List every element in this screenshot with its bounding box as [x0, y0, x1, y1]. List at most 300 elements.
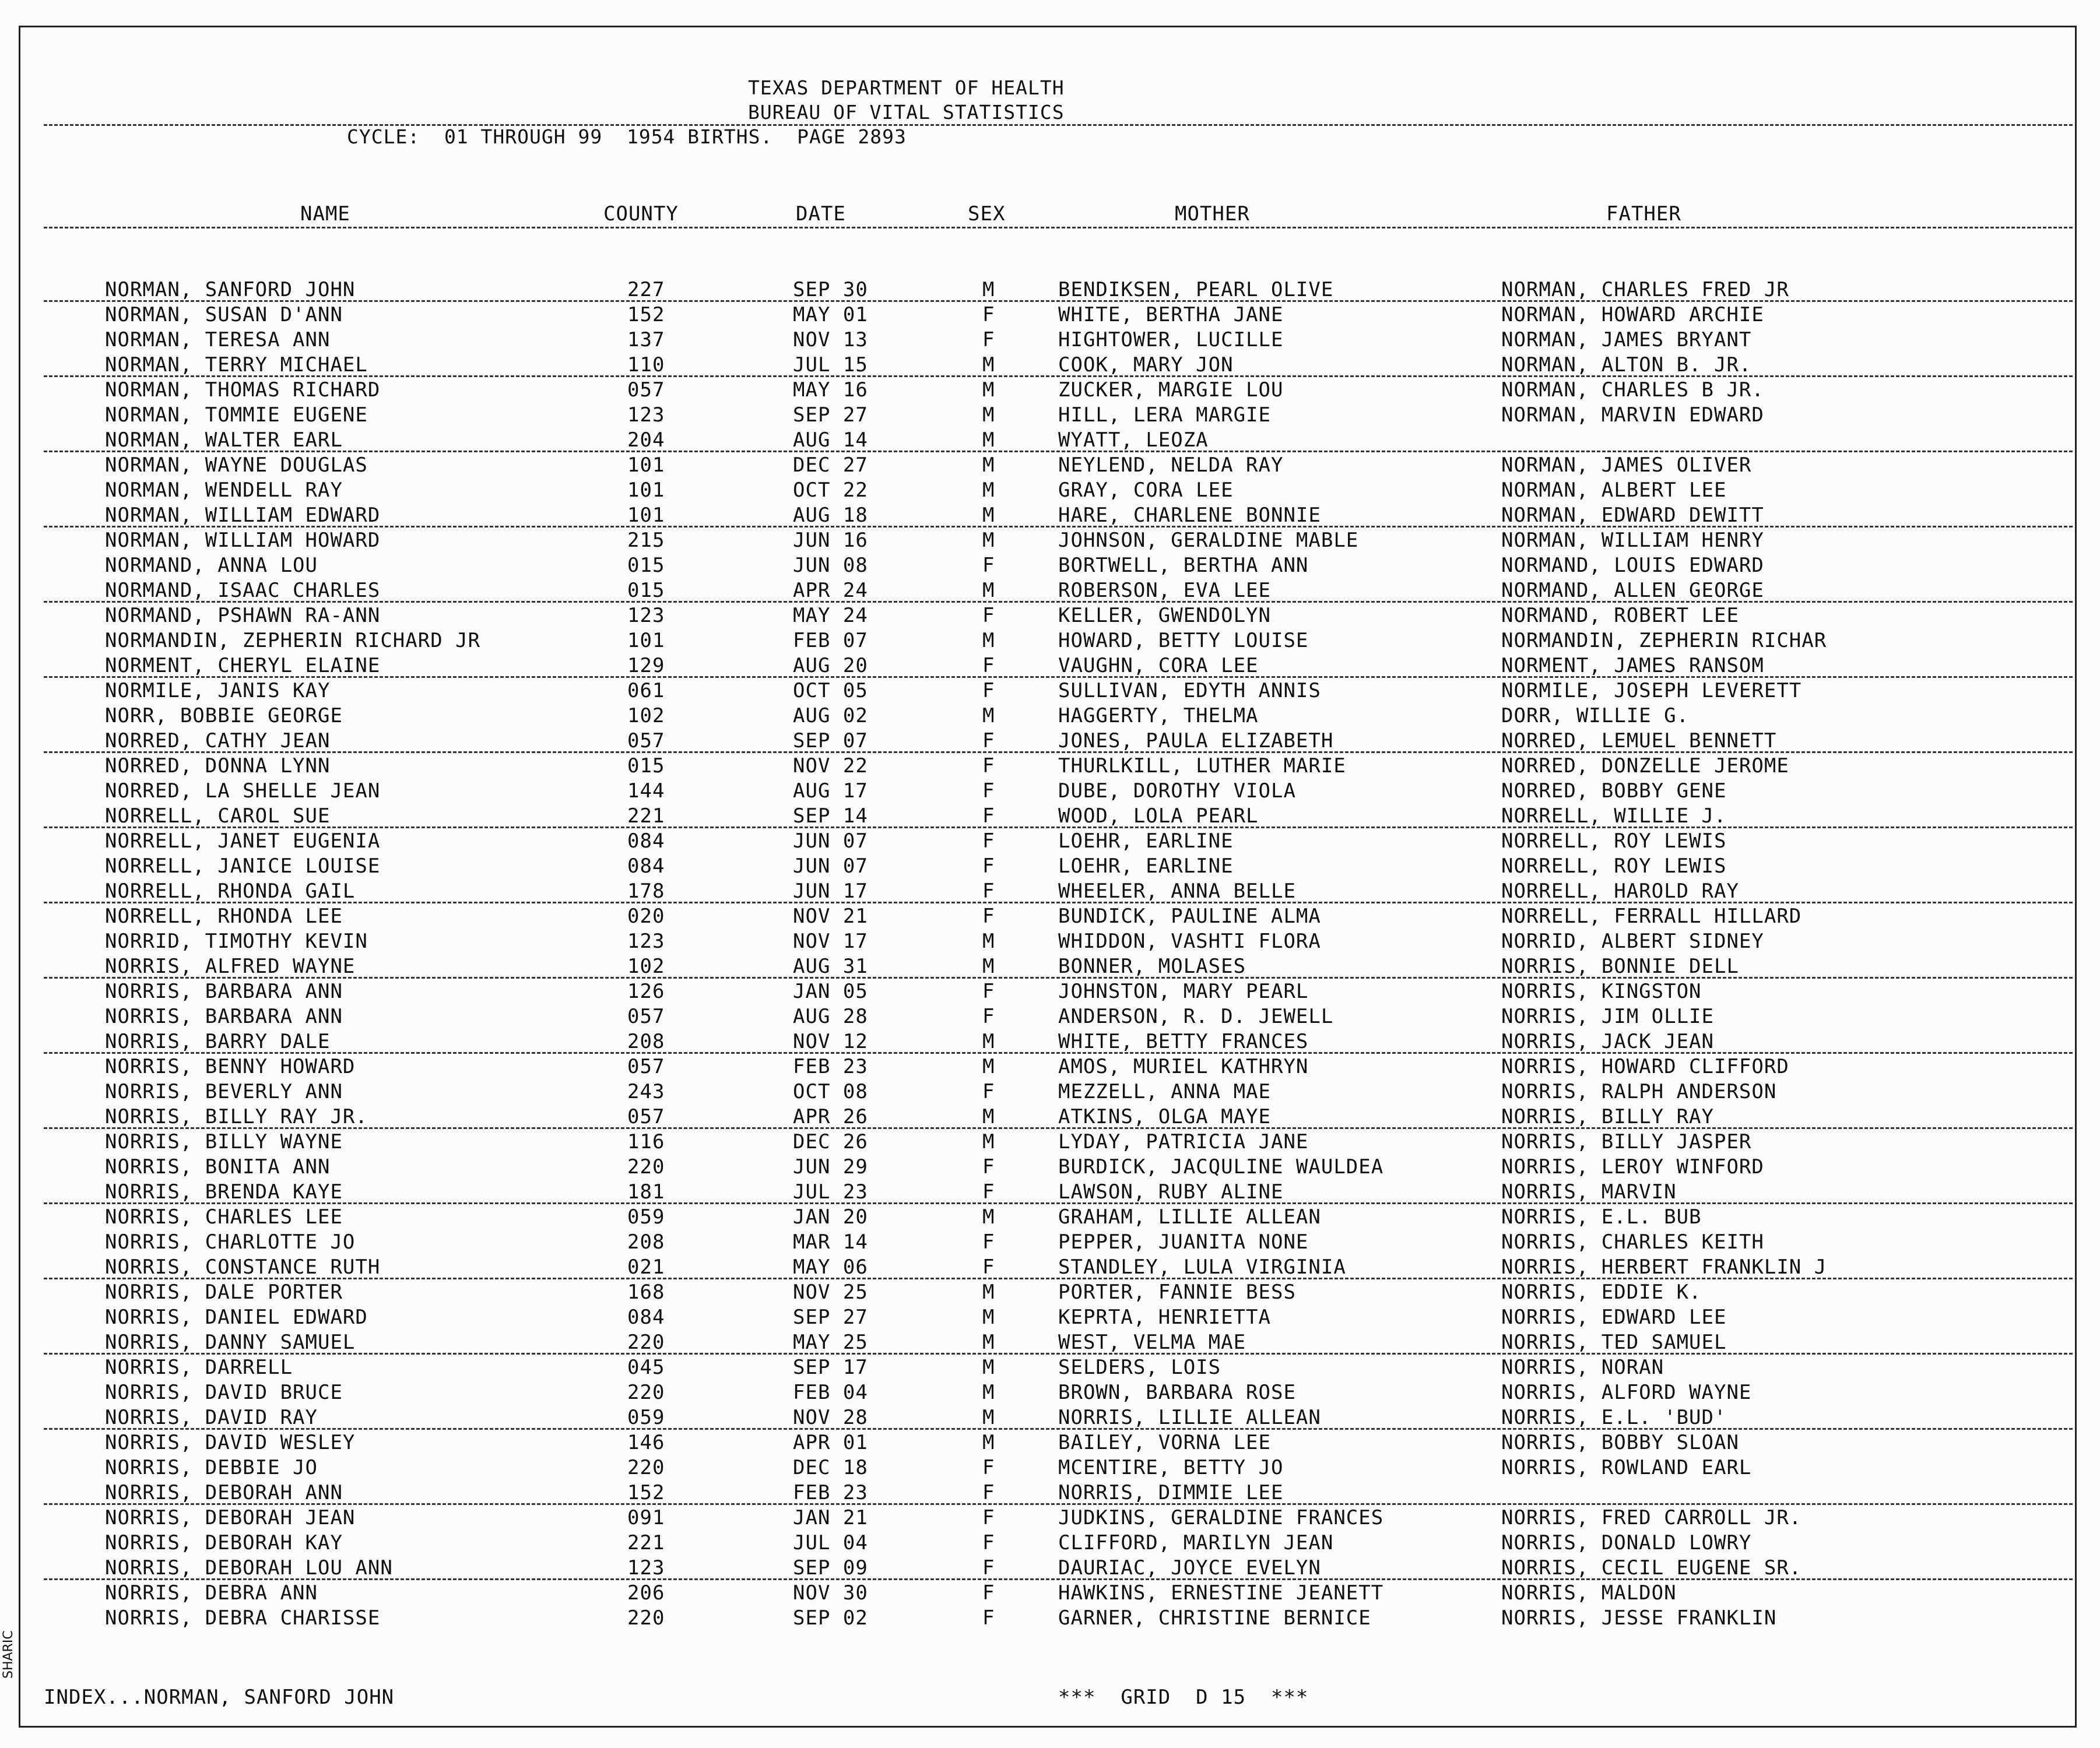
- cell-mother: HARE, CHARLENE BONNIE: [1058, 504, 1321, 527]
- cell-county: 101: [627, 453, 665, 477]
- cell-father: NORMAND, ALLEN GEORGE: [1501, 579, 1764, 602]
- cell-name: NORRIS, DARRELL: [105, 1356, 293, 1379]
- cell-father: NORMAND, LOUIS EDWARD: [1501, 554, 1764, 577]
- table-row: [20, 1581, 2075, 1606]
- cell-sex: F: [982, 554, 995, 577]
- row-separator: [44, 300, 2073, 302]
- table-row: [20, 1406, 2075, 1431]
- cell-sex: M: [982, 529, 995, 552]
- cell-mother: MCENTIRE, BETTY JO: [1058, 1456, 1284, 1479]
- cell-name: NORRED, LA SHELLE JEAN: [105, 779, 381, 803]
- cell-name: NORMAN, WILLIAM HOWARD: [105, 529, 381, 552]
- table-row: [20, 779, 2075, 804]
- header-line-2: BUREAU OF VITAL STATISTICS: [748, 101, 1065, 124]
- cell-father: NORMAN, ALTON B. JR.: [1501, 353, 1752, 377]
- cell-sex: F: [982, 779, 995, 803]
- cell-county: 123: [627, 604, 665, 627]
- cell-mother: BUNDICK, PAULINE ALMA: [1058, 905, 1321, 928]
- table-row: [20, 353, 2075, 378]
- cell-mother: JUDKINS, GERALDINE FRANCES: [1058, 1506, 1384, 1529]
- cell-county: 215: [627, 529, 665, 552]
- cell-name: NORMAN, WENDELL RAY: [105, 479, 343, 502]
- table-row: [20, 1055, 2075, 1080]
- table-row: [20, 554, 2075, 579]
- cell-mother: LOEHR, EARLINE: [1058, 829, 1234, 853]
- cell-name: NORMAN, WAYNE DOUGLAS: [105, 453, 368, 477]
- table-row: [20, 729, 2075, 754]
- row-separator: [44, 1503, 2073, 1505]
- cell-date: MAY 25: [793, 1331, 868, 1354]
- cell-mother: SULLIVAN, EDYTH ANNIS: [1058, 679, 1321, 702]
- table-row: [20, 403, 2075, 428]
- table-row: [20, 1306, 2075, 1331]
- cell-name: NORRIS, DAVID WESLEY: [105, 1431, 356, 1454]
- cell-date: JAN 20: [793, 1205, 868, 1229]
- table-row: [20, 453, 2075, 479]
- cell-county: 015: [627, 579, 665, 602]
- cell-name: NORRIS, CHARLES LEE: [105, 1205, 343, 1229]
- cell-mother: JOHNSON, GERALDINE MABLE: [1058, 529, 1359, 552]
- cell-father: NORRIS, NORAN: [1501, 1356, 1664, 1379]
- table-row: [20, 1506, 2075, 1531]
- cell-name: NORR, BOBBIE GEORGE: [105, 704, 343, 727]
- cell-sex: M: [982, 930, 995, 953]
- cell-mother: SELDERS, LOIS: [1058, 1356, 1221, 1379]
- cell-name: NORRED, CATHY JEAN: [105, 729, 331, 752]
- cell-father: NORMAN, WILLIAM HENRY: [1501, 529, 1764, 552]
- cell-sex: F: [982, 303, 995, 326]
- cell-county: 057: [627, 1055, 665, 1078]
- cell-mother: GRAY, CORA LEE: [1058, 479, 1234, 502]
- cell-father: NORRIS, EDDIE K.: [1501, 1281, 1702, 1304]
- cell-father: NORRIS, JACK JEAN: [1501, 1030, 1714, 1053]
- cell-name: NORRIS, DEBORAH KAY: [105, 1531, 343, 1554]
- cell-mother: BORTWELL, BERTHA ANN: [1058, 554, 1309, 577]
- cell-name: NORRIS, CONSTANCE RUTH: [105, 1255, 381, 1279]
- cell-date: OCT 22: [793, 479, 868, 502]
- cell-county: 057: [627, 729, 665, 752]
- cell-mother: NORRIS, LILLIE ALLEAN: [1058, 1406, 1321, 1429]
- cell-sex: F: [982, 1481, 995, 1504]
- table-row: [20, 754, 2075, 779]
- cell-date: DEC 18: [793, 1456, 868, 1479]
- cell-father: NORRELL, WILLIE J.: [1501, 804, 1727, 828]
- cell-date: NOV 28: [793, 1406, 868, 1429]
- cell-county: 061: [627, 679, 665, 702]
- table-row: [20, 1080, 2075, 1105]
- cell-father: NORMANDIN, ZEPHERIN RICHAR: [1501, 629, 1827, 652]
- cell-sex: M: [982, 428, 995, 452]
- cell-father: NORRIS, KINGSTON: [1501, 980, 1702, 1003]
- cell-mother: HAWKINS, ERNESTINE JEANETT: [1058, 1581, 1384, 1605]
- cell-date: APR 01: [793, 1431, 868, 1454]
- cell-name: NORRID, TIMOTHY KEVIN: [105, 930, 368, 953]
- cell-mother: BENDIKSEN, PEARL OLIVE: [1058, 278, 1334, 301]
- cell-name: NORMAN, SANFORD JOHN: [105, 278, 356, 301]
- cell-county: 221: [627, 1531, 665, 1554]
- cell-father: NORMAN, CHARLES B JR.: [1501, 378, 1764, 402]
- cell-sex: F: [982, 1180, 995, 1204]
- cell-county: 243: [627, 1080, 665, 1103]
- cell-sex: F: [982, 754, 995, 778]
- cell-name: NORMAN, TOMMIE EUGENE: [105, 403, 368, 427]
- cell-date: JAN 05: [793, 980, 868, 1003]
- cell-sex: F: [982, 328, 995, 351]
- cell-father: NORRIS, ALFORD WAYNE: [1501, 1381, 1752, 1404]
- cell-county: 220: [627, 1606, 665, 1630]
- cell-father: NORMAND, ROBERT LEE: [1501, 604, 1739, 627]
- table-row: [20, 804, 2075, 829]
- cell-name: NORRIS, BARRY DALE: [105, 1030, 331, 1053]
- cell-date: JUN 08: [793, 554, 868, 577]
- cell-mother: AMOS, MURIEL KATHRYN: [1058, 1055, 1309, 1078]
- cell-father: NORRIS, ROWLAND EARL: [1501, 1456, 1752, 1479]
- table-row: [20, 1456, 2075, 1481]
- cell-date: SEP 02: [793, 1606, 868, 1630]
- cell-county: 123: [627, 930, 665, 953]
- cell-mother: ATKINS, OLGA MAYE: [1058, 1105, 1271, 1128]
- cell-father: NORMILE, JOSEPH LEVERETT: [1501, 679, 1802, 702]
- cell-county: 152: [627, 1481, 665, 1504]
- row-separator: [44, 1202, 2073, 1204]
- cell-sex: M: [982, 453, 995, 477]
- cell-date: SEP 27: [793, 1306, 868, 1329]
- cell-mother: WYATT, LEOZA: [1058, 428, 1209, 452]
- cell-county: 057: [627, 1005, 665, 1028]
- table-row: [20, 654, 2075, 679]
- table-row: [20, 479, 2075, 504]
- row-separator: [44, 1052, 2073, 1054]
- cell-county: 220: [627, 1381, 665, 1404]
- cell-name: NORRELL, RHONDA LEE: [105, 905, 343, 928]
- cell-mother: KEPRTA, HENRIETTA: [1058, 1306, 1271, 1329]
- cell-sex: M: [982, 1205, 995, 1229]
- table-row: [20, 1030, 2075, 1055]
- cell-name: NORRED, DONNA LYNN: [105, 754, 331, 778]
- cell-father: NORRELL, FERRALL HILLARD: [1501, 905, 1802, 928]
- cell-mother: HILL, LERA MARGIE: [1058, 403, 1271, 427]
- cell-mother: HIGHTOWER, LUCILLE: [1058, 328, 1284, 351]
- row-separator: [44, 375, 2073, 377]
- cell-date: JUN 07: [793, 854, 868, 878]
- cell-county: 057: [627, 378, 665, 402]
- cell-name: NORMAND, PSHAWN RA-ANN: [105, 604, 381, 627]
- cell-county: 204: [627, 428, 665, 452]
- cell-sex: F: [982, 1606, 995, 1630]
- cell-date: MAY 24: [793, 604, 868, 627]
- cell-father: NORRIS, JIM OLLIE: [1501, 1005, 1714, 1028]
- cell-county: 220: [627, 1331, 665, 1354]
- cell-sex: F: [982, 1005, 995, 1028]
- cell-date: AUG 02: [793, 704, 868, 727]
- cell-sex: M: [982, 1431, 995, 1454]
- cell-sex: M: [982, 955, 995, 978]
- cell-sex: F: [982, 1155, 995, 1179]
- cell-name: NORRIS, DAVID RAY: [105, 1406, 318, 1429]
- cell-county: 101: [627, 479, 665, 502]
- cell-date: NOV 30: [793, 1581, 868, 1605]
- cell-name: NORRIS, BILLY WAYNE: [105, 1130, 343, 1153]
- cell-date: SEP 09: [793, 1556, 868, 1580]
- cell-sex: F: [982, 880, 995, 903]
- cell-name: NORRIS, DEBRA ANN: [105, 1581, 318, 1605]
- cell-name: NORMANDIN, ZEPHERIN RICHARD JR: [105, 629, 481, 652]
- cell-county: 227: [627, 278, 665, 301]
- table-row: [20, 1431, 2075, 1456]
- cell-sex: F: [982, 804, 995, 828]
- cell-county: 144: [627, 779, 665, 803]
- cell-mother: BAILEY, VORNA LEE: [1058, 1431, 1271, 1454]
- col-header-mother: MOTHER: [1175, 202, 1250, 226]
- cell-mother: DAURIAC, JOYCE EVELYN: [1058, 1556, 1321, 1580]
- cell-mother: GRAHAM, LILLIE ALLEAN: [1058, 1205, 1321, 1229]
- cell-county: 045: [627, 1356, 665, 1379]
- row-separator: [44, 526, 2073, 527]
- table-row: [20, 629, 2075, 654]
- cell-sex: F: [982, 1080, 995, 1103]
- cell-county: 091: [627, 1506, 665, 1529]
- column-header-rule: [44, 227, 2073, 228]
- table-row: [20, 1255, 2075, 1281]
- cell-date: AUG 28: [793, 1005, 868, 1028]
- cell-sex: M: [982, 1381, 995, 1404]
- cell-mother: ZUCKER, MARGIE LOU: [1058, 378, 1284, 402]
- cell-mother: MEZZELL, ANNA MAE: [1058, 1080, 1271, 1103]
- cell-sex: F: [982, 829, 995, 853]
- cell-date: JUN 07: [793, 829, 868, 853]
- cell-father: NORRED, DONZELLE JEROME: [1501, 754, 1789, 778]
- cell-date: SEP 07: [793, 729, 868, 752]
- cell-sex: F: [982, 604, 995, 627]
- cell-sex: M: [982, 1030, 995, 1053]
- cell-sex: F: [982, 1506, 995, 1529]
- cell-father: NORRID, ALBERT SIDNEY: [1501, 930, 1764, 953]
- table-row: [20, 1230, 2075, 1255]
- cell-father: NORRED, BOBBY GENE: [1501, 779, 1727, 803]
- cell-mother: PORTER, FANNIE BESS: [1058, 1281, 1296, 1304]
- cell-sex: M: [982, 278, 995, 301]
- cell-father: NORRIS, BILLY JASPER: [1501, 1130, 1752, 1153]
- row-separator: [44, 902, 2073, 903]
- cell-name: NORRIS, BARBARA ANN: [105, 980, 343, 1003]
- cell-county: 206: [627, 1581, 665, 1605]
- cell-name: NORRIS, DEBORAH JEAN: [105, 1506, 356, 1529]
- cell-name: NORRIS, ALFRED WAYNE: [105, 955, 356, 978]
- cell-name: NORRIS, CHARLOTTE JO: [105, 1230, 356, 1254]
- table-row: [20, 1180, 2075, 1205]
- cell-sex: M: [982, 1406, 995, 1429]
- cell-name: NORRIS, DEBORAH LOU ANN: [105, 1556, 393, 1580]
- cell-sex: M: [982, 1055, 995, 1078]
- cell-father: NORRIS, EDWARD LEE: [1501, 1306, 1727, 1329]
- row-separator: [44, 1428, 2073, 1430]
- cell-date: JUL 04: [793, 1531, 868, 1554]
- row-separator: [44, 1278, 2073, 1279]
- footer-index: INDEX...NORMAN, SANFORD JOHN: [44, 1686, 395, 1709]
- row-separator: [44, 451, 2073, 452]
- cell-date: AUG 17: [793, 779, 868, 803]
- row-separator: [44, 1578, 2073, 1580]
- cell-name: NORMAN, SUSAN D'ANN: [105, 303, 343, 326]
- cell-mother: WHITE, BETTY FRANCES: [1058, 1030, 1309, 1053]
- cell-father: NORRIS, BOBBY SLOAN: [1501, 1431, 1739, 1454]
- cell-date: FEB 07: [793, 629, 868, 652]
- table-row: [20, 303, 2075, 328]
- cell-father: NORMAN, CHARLES FRED JR: [1501, 278, 1789, 301]
- cell-sex: M: [982, 353, 995, 377]
- cell-county: 110: [627, 353, 665, 377]
- header-line-3: CYCLE: 01 THROUGH 99 1954 BIRTHS. PAGE 2893: [347, 125, 907, 148]
- cell-mother: WHIDDON, VASHTI FLORA: [1058, 930, 1321, 953]
- records-table: [20, 278, 2075, 1631]
- cell-county: 084: [627, 1306, 665, 1329]
- cell-mother: NEYLEND, NELDA RAY: [1058, 453, 1284, 477]
- cell-sex: F: [982, 654, 995, 677]
- table-row: [20, 980, 2075, 1005]
- cell-father: NORRIS, LEROY WINFORD: [1501, 1155, 1764, 1179]
- footer-grid: *** GRID D 15 ***: [1058, 1686, 1309, 1709]
- cell-date: JUL 15: [793, 353, 868, 377]
- cell-mother: HOWARD, BETTY LOUISE: [1058, 629, 1309, 652]
- cell-father: NORMAN, ALBERT LEE: [1501, 479, 1727, 502]
- cell-name: NORMAND, ISAAC CHARLES: [105, 579, 381, 602]
- table-row: [20, 1331, 2075, 1356]
- cell-date: FEB 23: [793, 1055, 868, 1078]
- cell-mother: NORRIS, DIMMIE LEE: [1058, 1481, 1284, 1504]
- cell-date: JUN 16: [793, 529, 868, 552]
- cell-name: NORRIS, DANIEL EDWARD: [105, 1306, 368, 1329]
- cell-date: NOV 12: [793, 1030, 868, 1053]
- cell-name: NORMAN, WILLIAM EDWARD: [105, 504, 381, 527]
- cell-date: MAY 01: [793, 303, 868, 326]
- cell-father: NORRIS, CHARLES KEITH: [1501, 1230, 1764, 1254]
- table-row: [20, 504, 2075, 529]
- cell-mother: PEPPER, JUANITA NONE: [1058, 1230, 1309, 1254]
- cell-father: NORMAN, EDWARD DEWITT: [1501, 504, 1764, 527]
- cell-name: NORRIS, DALE PORTER: [105, 1281, 343, 1304]
- cell-sex: M: [982, 1356, 995, 1379]
- cell-father: NORRIS, TED SAMUEL: [1501, 1331, 1727, 1354]
- cell-name: NORMENT, CHERYL ELAINE: [105, 654, 381, 677]
- row-separator: [44, 1353, 2073, 1355]
- cell-sex: M: [982, 479, 995, 502]
- cell-county: 084: [627, 829, 665, 853]
- cell-name: NORRIS, DEBBIE JO: [105, 1456, 318, 1479]
- cell-father: NORRIS, E.L. BUB: [1501, 1205, 1702, 1229]
- cell-name: NORMILE, JANIS KAY: [105, 679, 331, 702]
- cell-date: JUN 29: [793, 1155, 868, 1179]
- cell-county: 168: [627, 1281, 665, 1304]
- cell-sex: F: [982, 1581, 995, 1605]
- col-header-name: NAME: [300, 202, 350, 226]
- cell-county: 220: [627, 1456, 665, 1479]
- cell-county: 129: [627, 654, 665, 677]
- cell-date: NOV 13: [793, 328, 868, 351]
- cell-sex: F: [982, 1230, 995, 1254]
- table-row: [20, 529, 2075, 554]
- cell-name: NORMAN, THOMAS RICHARD: [105, 378, 381, 402]
- cell-county: 101: [627, 629, 665, 652]
- col-header-date: DATE: [796, 202, 846, 226]
- cell-county: 123: [627, 1556, 665, 1580]
- cell-county: 101: [627, 504, 665, 527]
- cell-name: NORRELL, JANICE LOUISE: [105, 854, 381, 878]
- col-header-father: FATHER: [1606, 202, 1681, 226]
- table-row: [20, 1356, 2075, 1381]
- cell-county: 020: [627, 905, 665, 928]
- cell-sex: M: [982, 1105, 995, 1128]
- cell-name: NORRIS, BRENDA KAYE: [105, 1180, 343, 1204]
- table-row: [20, 905, 2075, 930]
- cell-county: 181: [627, 1180, 665, 1204]
- cell-date: JUN 17: [793, 880, 868, 903]
- cell-county: 059: [627, 1406, 665, 1429]
- cell-mother: WOOD, LOLA PEARL: [1058, 804, 1259, 828]
- cell-county: 057: [627, 1105, 665, 1128]
- table-row: [20, 829, 2075, 854]
- cell-sex: F: [982, 980, 995, 1003]
- cell-date: OCT 08: [793, 1080, 868, 1103]
- table-row: [20, 1281, 2075, 1306]
- cell-father: NORRIS, FRED CARROLL JR.: [1501, 1506, 1802, 1529]
- cell-father: NORMENT, JAMES RANSOM: [1501, 654, 1764, 677]
- table-row: [20, 278, 2075, 303]
- cell-name: NORRIS, DAVID BRUCE: [105, 1381, 343, 1404]
- header-line-1: TEXAS DEPARTMENT OF HEALTH: [748, 76, 1065, 99]
- cell-mother: CLIFFORD, MARILYN JEAN: [1058, 1531, 1334, 1554]
- cell-date: SEP 14: [793, 804, 868, 828]
- cell-mother: BROWN, BARBARA ROSE: [1058, 1381, 1296, 1404]
- cell-name: NORRELL, RHONDA GAIL: [105, 880, 356, 903]
- cell-county: 178: [627, 880, 665, 903]
- cell-sex: M: [982, 403, 995, 427]
- cell-sex: M: [982, 1130, 995, 1153]
- table-row: [20, 378, 2075, 403]
- cell-county: 021: [627, 1255, 665, 1279]
- cell-father: NORRELL, ROY LEWIS: [1501, 829, 1727, 853]
- cell-county: 208: [627, 1230, 665, 1254]
- cell-sex: M: [982, 1331, 995, 1354]
- cell-sex: F: [982, 1556, 995, 1580]
- cell-mother: ANDERSON, R. D. JEWELL: [1058, 1005, 1334, 1028]
- cell-name: NORRIS, BENNY HOWARD: [105, 1055, 356, 1078]
- cell-county: 137: [627, 328, 665, 351]
- cell-county: 116: [627, 1130, 665, 1153]
- cell-date: DEC 27: [793, 453, 868, 477]
- row-separator: [44, 601, 2073, 603]
- cell-mother: STANDLEY, LULA VIRGINIA: [1058, 1255, 1346, 1279]
- cell-date: SEP 17: [793, 1356, 868, 1379]
- cell-sex: M: [982, 629, 995, 652]
- cell-mother: THURLKILL, LUTHER MARIE: [1058, 754, 1346, 778]
- cell-mother: GARNER, CHRISTINE BERNICE: [1058, 1606, 1371, 1630]
- cell-county: 152: [627, 303, 665, 326]
- cell-name: NORRELL, CAROL SUE: [105, 804, 331, 828]
- cell-name: NORRIS, BONITA ANN: [105, 1155, 331, 1179]
- cell-sex: M: [982, 579, 995, 602]
- cell-sex: M: [982, 704, 995, 727]
- cell-date: AUG 18: [793, 504, 868, 527]
- cell-father: NORRIS, MARVIN: [1501, 1180, 1677, 1204]
- cell-county: 084: [627, 854, 665, 878]
- cell-date: FEB 04: [793, 1381, 868, 1404]
- cell-mother: ROBERSON, EVA LEE: [1058, 579, 1271, 602]
- cell-father: NORRELL, HAROLD RAY: [1501, 880, 1739, 903]
- cell-sex: F: [982, 729, 995, 752]
- cell-date: MAY 06: [793, 1255, 868, 1279]
- cell-name: NORRIS, DEBORAH ANN: [105, 1481, 343, 1504]
- table-row: [20, 1606, 2075, 1631]
